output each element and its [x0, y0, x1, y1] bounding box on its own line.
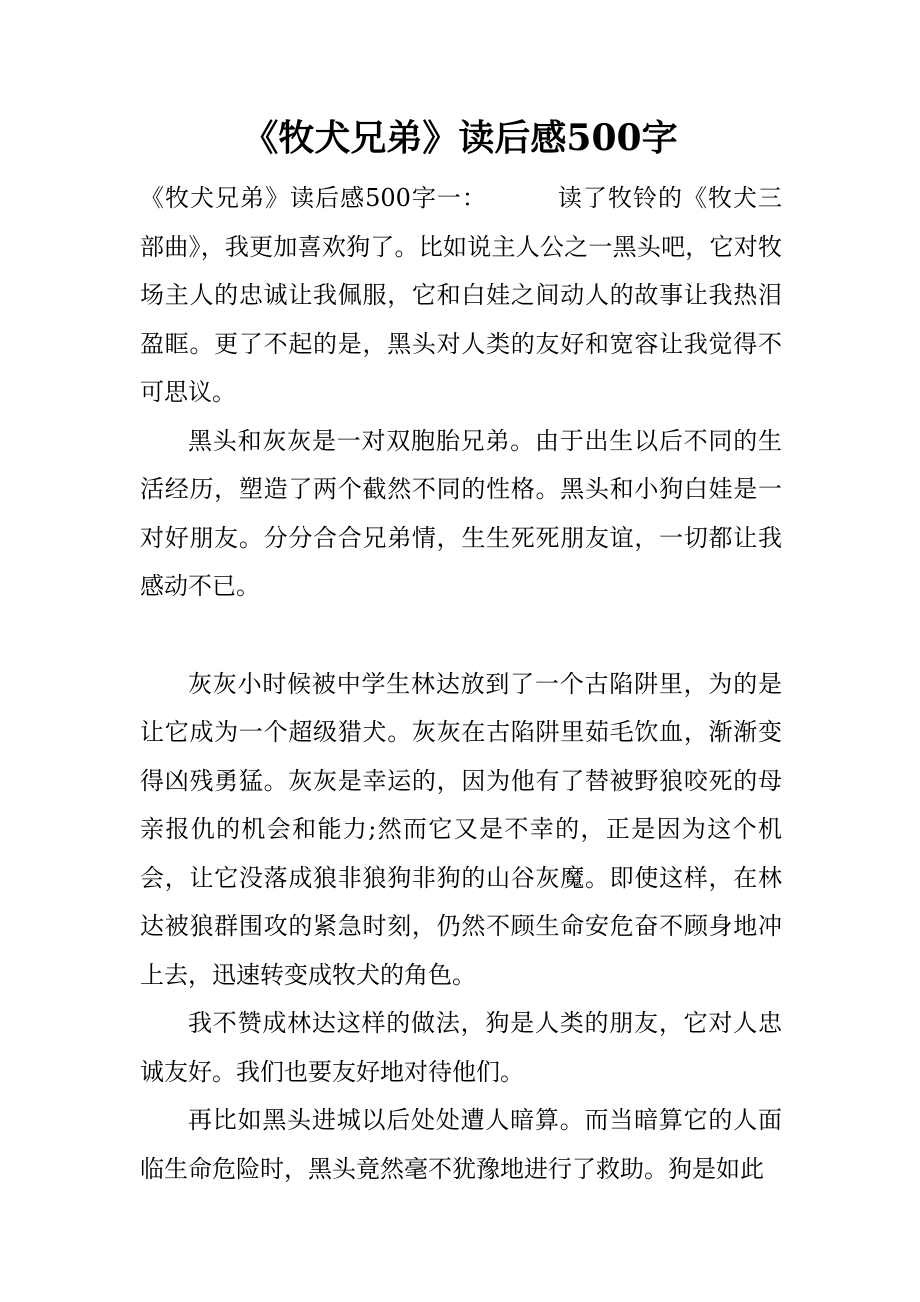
intro-label: 《牧犬兄弟》读后感500字一： [140, 184, 487, 212]
paragraph-3: 灰灰小时候被中学生林达放到了一个古陷阱里，为的是让它成为一个超级猎犬。灰灰在古陷阱里茹毛饮血，渐渐变得凶残勇猛。灰灰是幸运的，因为他有了替被野狼咬死的母亲报仇的机会和能力;然而它又是不幸的，正是因为这个机会，让它没落成狼非狼狗非狗的山谷灰魔。即使这样，在林达被狼群围攻的紧急时刻，仍然不顾生命安危奋不顾身地冲上去，迅速转变成牧犬的角色。 [140, 669, 782, 989]
document-body [140, 174, 782, 1193]
paragraph-spacer [140, 611, 782, 660]
paragraph-intro [140, 174, 782, 417]
document-title: 《牧犬兄弟》读后感500字 [242, 117, 678, 159]
paragraph-2: 黑头和灰灰是一对双胞胎兄弟。由于出生以后不同的生活经历，塑造了两个截然不同的性格。黑头和小狗白娃是一对好朋友。分分合合兄弟情，生生死死朋友谊，一切都让我感动不已。 [140, 426, 782, 600]
paragraph-1-text: 读了牧铃的《牧犬三部曲》，我更加喜欢狗了。比如说主人公之一黑头吧，它对牧场主人的忠诚让我佩服，它和白娃之间动人的故事让我热泪盈眶。更了不起的是，黑头对人类的友好和宽容让我觉得不可思议。 [140, 184, 782, 406]
paragraph-4: 我不赞成林达这样的做法，狗是人类的朋友，它对人忠诚友好。我们也要友好地对待他们。 [140, 1009, 782, 1086]
paragraph-5: 再比如黑头进城以后处处遭人暗算。而当暗算它的人面临生命危险时，黑头竟然毫不犹豫地进行了救助。狗是如此 [140, 1106, 782, 1183]
